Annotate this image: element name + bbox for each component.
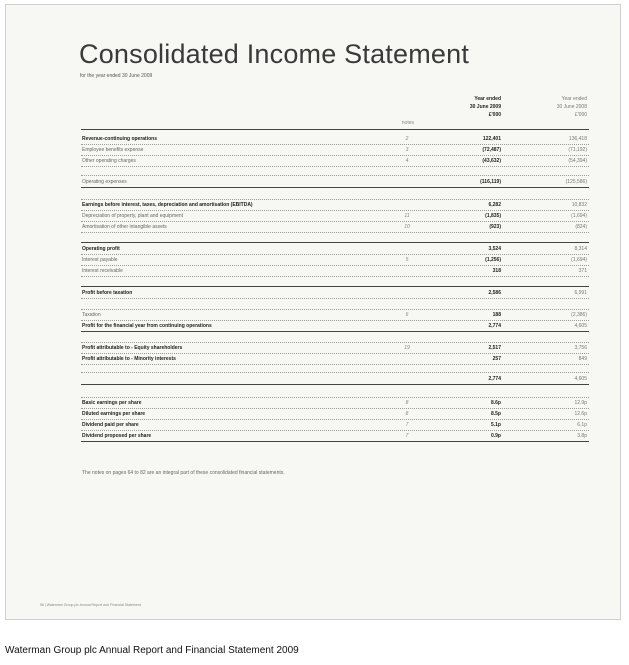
row-note: 19 [404,345,410,351]
table-rule [81,166,589,167]
table-row [6,135,620,143]
row-value-2009: 8.5p [490,411,501,417]
table-row [6,432,620,440]
current-header-line-1: Year ended [474,96,501,102]
table-rule [81,276,589,277]
row-label: Basic earnings per share [82,400,142,406]
row-label: Operating profit [82,246,120,252]
row-note: 5 [405,257,409,263]
footnote: The notes on pages 64 to 82 are an integral part of these consolidated financial statements. [82,470,285,476]
row-value-2008: (824) [575,224,587,230]
page-title: Consolidated Income Statement [79,39,470,69]
table-rule [81,286,589,287]
row-value-2009: 257 [492,356,501,362]
table-row [6,223,620,231]
row-value-2009: 2,517 [488,345,501,351]
row-value-2009: (116,119) [480,179,501,185]
current-header-line-2: 30 June 2009 [469,104,501,110]
row-note: 4 [405,158,409,164]
row-value-2008: (125,586) [565,179,587,185]
table-row [6,344,620,352]
row-label: Other operating charges [82,158,136,164]
row-label: Employee benefits expense [82,147,144,153]
table-rule [81,309,589,310]
page-subtitle: for the year ended 30 June 2009 [80,73,153,79]
row-value-2008: (54,394) [568,158,587,164]
row-value-2009: 8.6p [490,400,501,406]
table-row [6,311,620,319]
table-row [6,245,620,253]
row-note: 10 [404,224,410,230]
row-value-2008: (1,694) [571,213,587,219]
table-rule [81,144,589,145]
table-row [6,289,620,297]
previous-header-line-2: 30 June 2008 [556,104,587,110]
table-row [6,267,620,275]
table-row [6,355,620,363]
table-rule [81,419,589,420]
row-note: 6 [405,312,409,318]
row-label: Profit before taxation [82,290,133,296]
image-caption: Waterman Group plc Annual Report and Financial Statement 2009 [5,645,299,656]
row-value-2008: 10,832 [571,202,587,208]
table-rule [81,254,589,255]
row-label: Interest payable [82,257,118,263]
table-rule [81,408,589,409]
table-rule [81,441,589,442]
row-value-2008: 4,605 [574,323,587,329]
row-label: Interest receivable [82,268,123,274]
table-row [6,256,620,264]
row-value-2009: (1,835) [485,213,501,219]
row-value-2008: 8,314 [574,246,587,252]
current-header-line-3: £'000 [488,112,501,118]
table-row [6,421,620,429]
table-rule [81,342,589,343]
table-row [6,399,620,407]
row-value-2009: (43,632) [482,158,501,164]
row-value-2008: 6.1p [577,422,587,428]
row-label: Taxation [82,312,101,318]
row-value-2008: (1,694) [571,257,587,263]
table-row [6,178,620,186]
table-rule [81,298,589,299]
table-rule [81,187,589,188]
table-row [6,146,620,154]
row-value-2009: 318 [492,268,501,274]
row-label: Revenue-continuing operations [82,136,158,142]
table-row [6,322,620,330]
table-row [6,201,620,209]
table-rule [81,397,589,398]
row-note: 3 [405,147,409,153]
table-rule [81,221,589,222]
row-value-2008: 136,418 [568,136,587,142]
row-value-2009: (72,487) [482,147,501,153]
row-note: 8 [405,400,409,406]
document-page [5,4,621,620]
row-value-2009: (923) [489,224,501,230]
row-value-2008: 12.9p [574,400,587,406]
previous-header-line-1: Year ended [561,96,587,102]
column-header-notes: notes [401,120,414,126]
row-value-2009: 2,586 [488,290,501,296]
row-value-2008: 371 [578,268,587,274]
row-value-2008: 849 [578,356,587,362]
row-label: Diluted earnings per share [82,411,146,417]
income-statement-table [6,5,620,619]
table-rule [81,384,589,385]
row-label: Profit attributable to - Equity shareholders [82,345,183,351]
table-rule [81,199,589,200]
table-row [6,212,620,220]
row-note: 8 [405,411,409,417]
row-label: Operating expenses [82,179,127,185]
row-value-2009: 122,401 [482,136,501,142]
table-rule [81,331,589,332]
row-label: Profit attributable to - Minority interests [82,356,176,362]
row-value-2009: 2,774 [488,323,501,329]
table-row [6,410,620,418]
row-note: 11 [404,213,410,219]
row-label: Profit for the financial year from continuing operations [82,323,212,329]
row-value-2009: 2,774 [488,376,501,382]
table-rule [81,232,589,233]
table-rule [81,155,589,156]
row-value-2008: 3,756 [574,345,587,351]
row-label: Amortisation of other intangible assets [82,224,167,230]
row-note: 7 [405,422,409,428]
table-rule [81,242,589,243]
table-rule [81,129,589,130]
table-row [6,375,620,383]
table-rule [81,364,589,365]
row-value-2008: 12.6p [574,411,587,417]
table-rule [81,175,589,176]
table-rule [81,372,589,373]
row-value-2009: 188 [492,312,501,318]
row-value-2008: (71,192) [568,147,587,153]
row-value-2009: (1,256) [485,257,501,263]
row-value-2009: 5.1p [490,422,501,428]
row-value-2009: 3,524 [488,246,501,252]
table-rule [81,210,589,211]
row-label: Depreciation of property, plant and equipment [82,213,184,219]
table-row [6,157,620,165]
row-value-2008: 6,991 [574,290,587,296]
previous-header-line-3: £'000 [574,112,587,118]
page-footer: 56 | Waterman Group plc Annual Report and Financial Statement [40,603,141,607]
row-note: 7 [405,433,409,439]
row-note: 2 [405,136,409,142]
row-value-2008: (2,386) [571,312,587,318]
row-label: Earnings before interest, taxes, depreciation and amortisation (EBITDA) [82,202,253,208]
row-value-2009: 6,282 [488,202,501,208]
row-label: Dividend proposed per share [82,433,152,439]
row-value-2009: 0.9p [490,433,501,439]
table-rule [81,430,589,431]
table-rule [81,265,589,266]
table-rule [81,353,589,354]
row-label: Dividend paid per share [82,422,139,428]
row-value-2008: 3.8p [577,433,587,439]
row-value-2008: 4,605 [574,376,587,382]
table-rule [81,320,589,321]
